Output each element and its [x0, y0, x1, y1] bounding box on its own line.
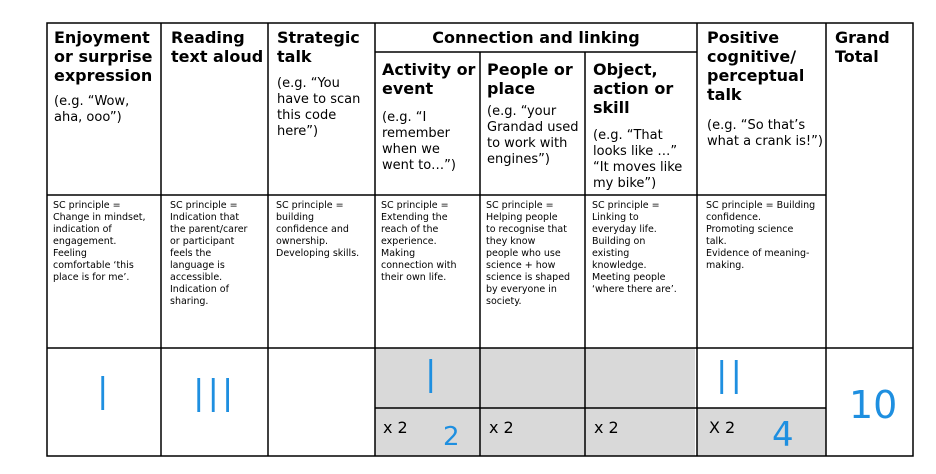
- sc-principle-strategic: SC principle = building confidence and ownership. Developing skills.: [276, 200, 360, 259]
- multiplier-activity: x 2: [383, 418, 408, 437]
- example-people: (e.g. “your Grandad used to work with engines”): [487, 104, 579, 167]
- example-strategic: (e.g. “You have to scan this code here”): [277, 76, 361, 139]
- tally-enjoyment: |: [97, 371, 109, 411]
- multiplier-positive: X 2: [709, 418, 736, 437]
- sc-principle-people: SC principle = Helping people to recognise that they know people who use science + how science is shaped by everyone in society.: [486, 200, 571, 307]
- header-strategic: Strategic talk: [277, 28, 360, 66]
- tally-reading: |||: [193, 373, 237, 413]
- tally-activity: |: [425, 354, 437, 394]
- sc-principle-activity: SC principle = Extending the reach of the experience. Making connection with their own life.: [381, 200, 457, 283]
- sc-principle-positive: SC principle = Building confidence. Promoting science talk. Evidence of meaning- making.: [706, 200, 816, 271]
- shaded-cell-connection-tally: [375, 348, 695, 456]
- sc-principle-enjoyment: SC principle = Change in mindset, indication of engagement. Feeling comfortable ‘this place is for me’.: [53, 200, 146, 283]
- tally-positive: ||: [716, 355, 745, 395]
- header-people-or-place: People or place: [487, 60, 573, 98]
- multiplier-object: x 2: [594, 418, 619, 437]
- example-positive: (e.g. “So that’s what a crank is!”): [707, 118, 823, 149]
- grand-total-value: 10: [849, 383, 898, 427]
- total-positive: 4: [772, 415, 794, 455]
- header-activity-or-event: Activity or event: [382, 60, 476, 98]
- header-connection-and-linking: Connection and linking: [432, 28, 640, 47]
- header-grand-total: Grand Total: [835, 28, 890, 66]
- multiplier-people: x 2: [489, 418, 514, 437]
- total-activity: 2: [443, 422, 460, 452]
- sc-principle-object: SC principle = Linking to everyday life. Building on existing knowledge. Meeting people ‘where there are’.: [592, 200, 677, 295]
- example-activity: (e.g. “I remember when we went to…”): [382, 110, 456, 173]
- sc-principle-reading: SC principle = Indication that the parent/carer or participant feels the language is accessible. Indication of sharing.: [170, 200, 248, 307]
- example-enjoyment: (e.g. “Wow, aha, ooo”): [54, 94, 130, 125]
- header-object-action-or-skill: Object, action or skill: [593, 60, 674, 117]
- example-object: (e.g. “That looks like …” “It moves like my bike”): [593, 128, 683, 191]
- header-reading: Reading text aloud: [171, 28, 264, 66]
- header-enjoyment: Enjoyment or surprise expression: [54, 28, 153, 85]
- header-positive-talk: Positive cognitive/ perceptual talk: [707, 28, 805, 104]
